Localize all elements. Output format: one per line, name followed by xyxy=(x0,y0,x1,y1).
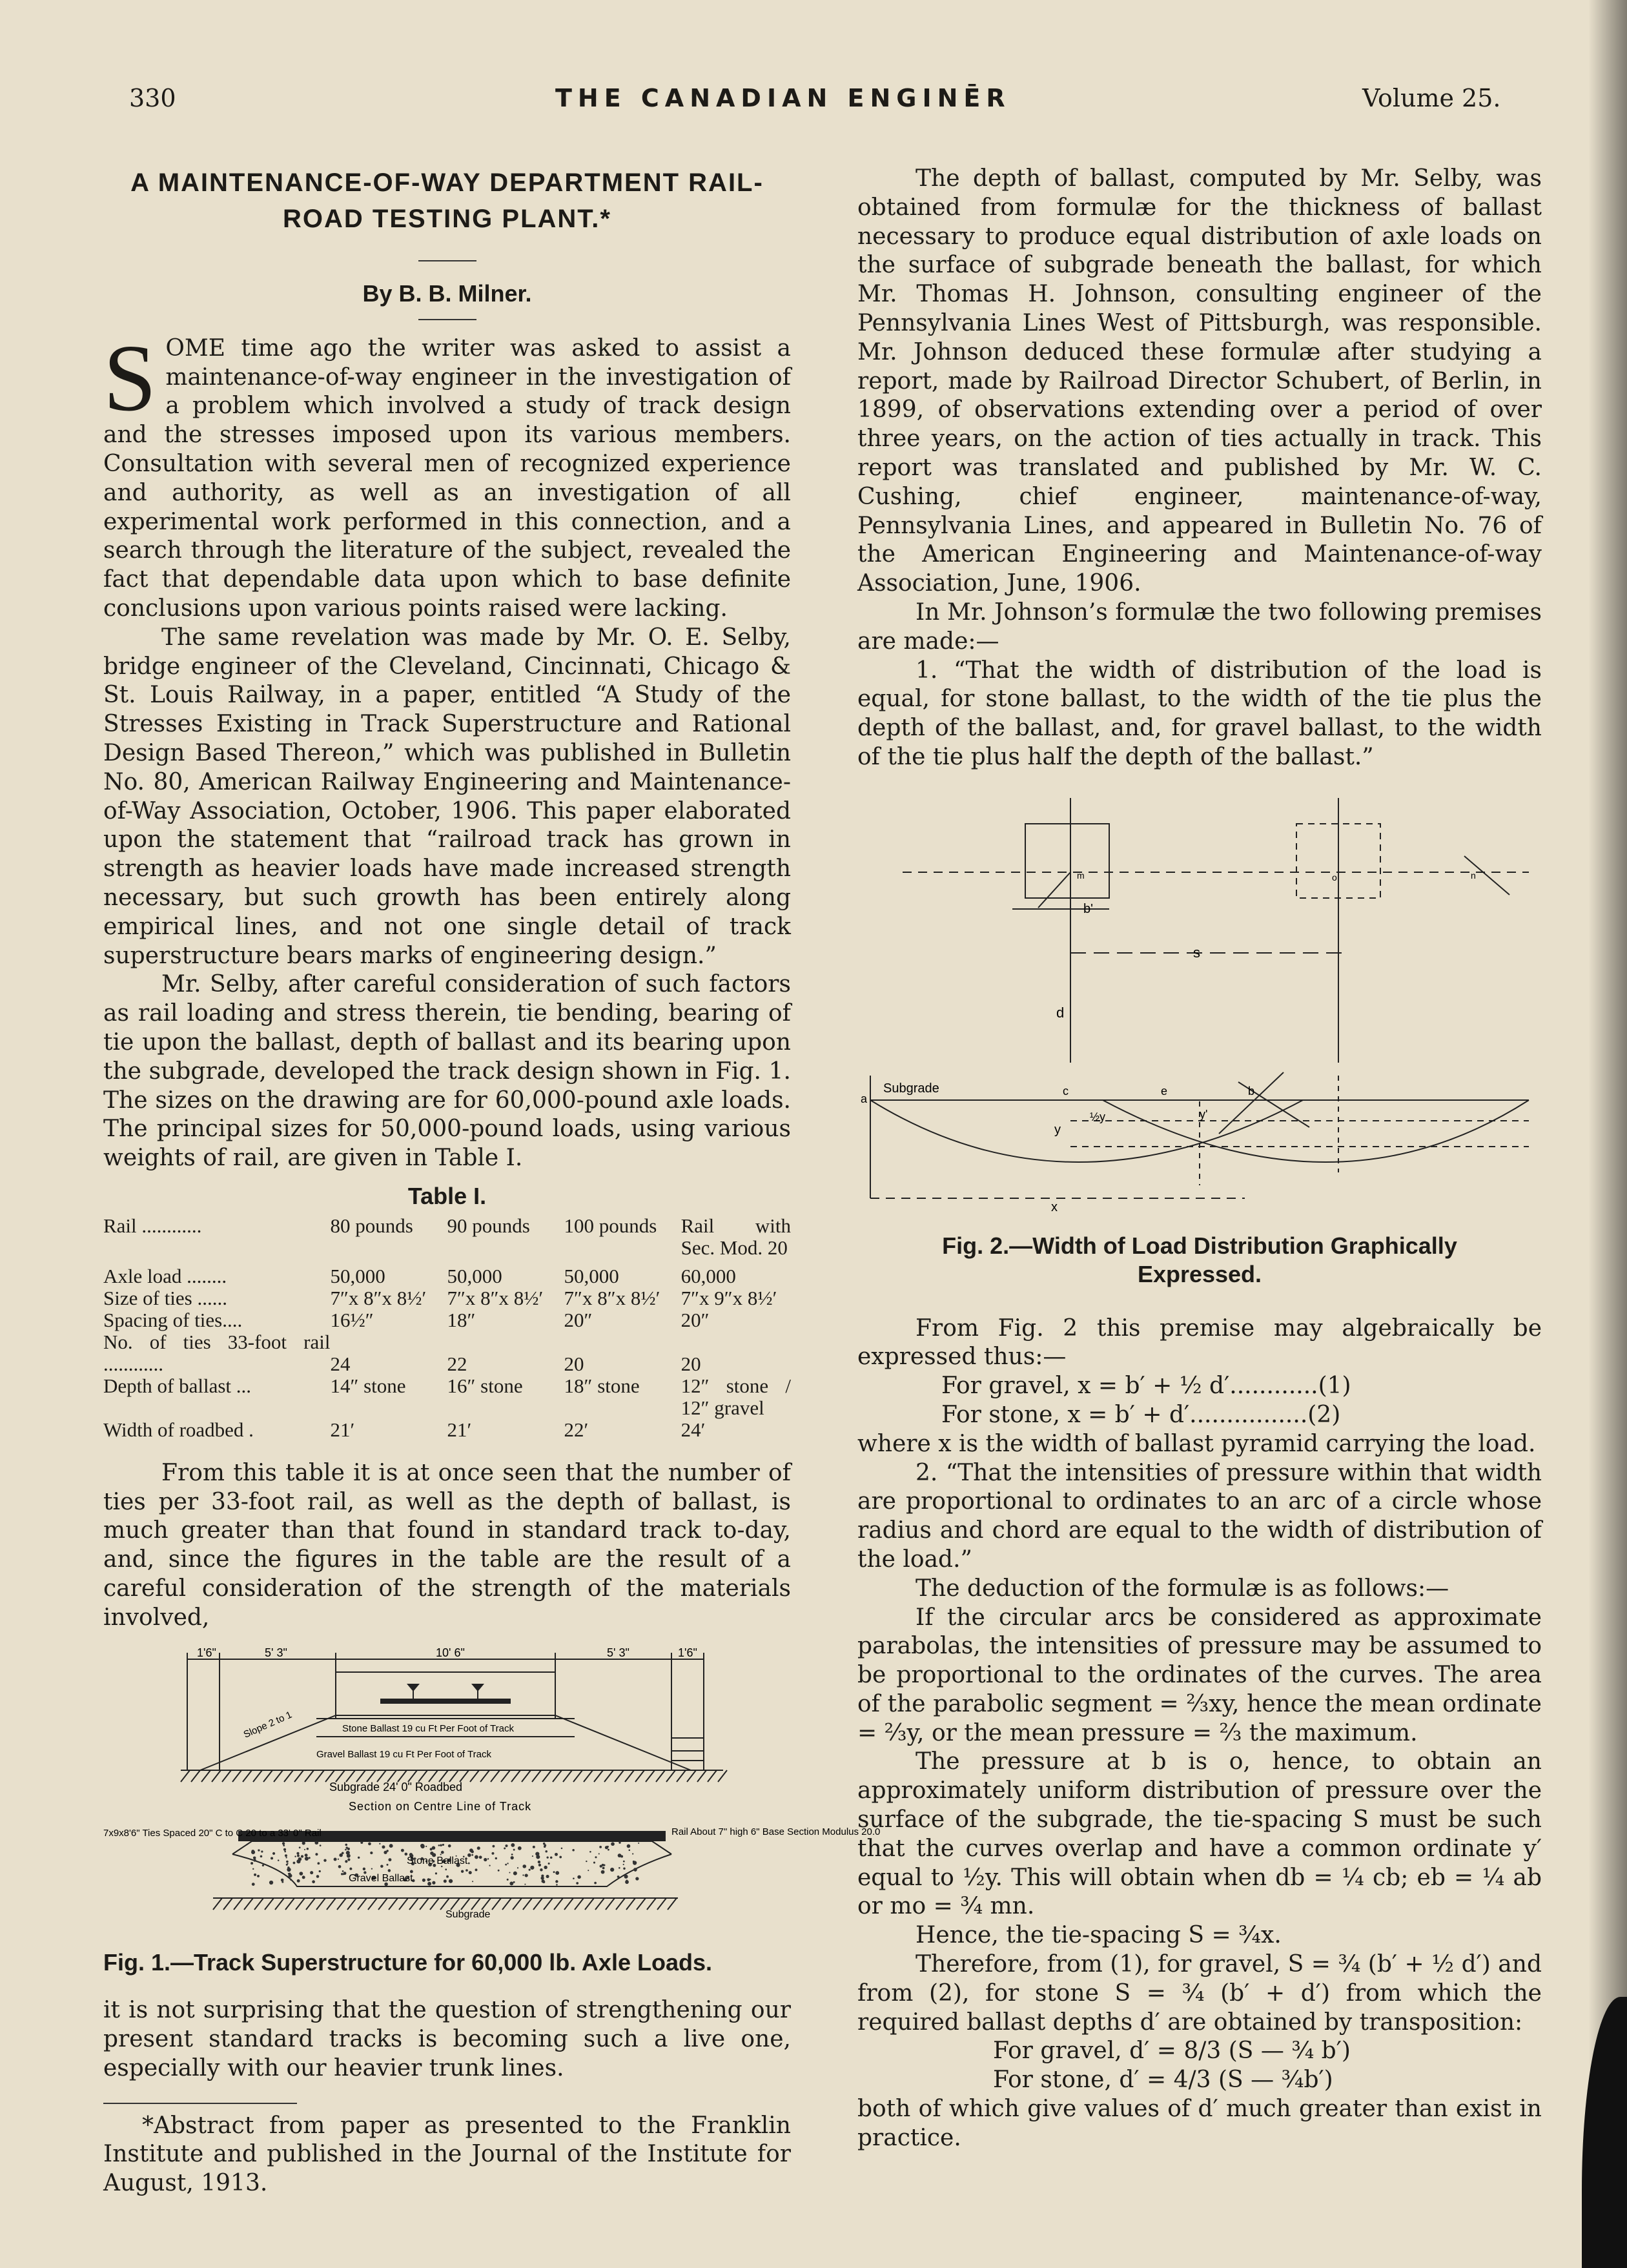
table-cell: 24′ xyxy=(680,1418,706,1441)
fig2-m-label: m xyxy=(1077,870,1085,881)
right-paragraph-6: 2. “That the intensities of pressure within that width are proportional to ordinates to an arc of a circle whose radius and chord are equal to the width of distribution of the load.” xyxy=(857,1459,1542,1573)
fig2-e-label: e xyxy=(1161,1084,1168,1098)
table-cell: 22 xyxy=(447,1352,467,1375)
table-header-cell: 80 pounds xyxy=(330,1214,413,1237)
title-rule xyxy=(418,260,476,261)
table-row xyxy=(103,1375,791,1419)
right-paragraph-4: From Fig. 2 this premise may algebraically be expressed thus:— xyxy=(857,1314,1542,1371)
table-cell: 20 xyxy=(564,1352,584,1375)
table-header-cell: Rail with Sec. Mod. 20 xyxy=(680,1214,791,1259)
right-paragraph-12: both of which give values of d′ much greater than exist in practice. xyxy=(857,2096,1542,2151)
fig2-d-label: d xyxy=(1056,1004,1065,1021)
table-cell: 50,000 xyxy=(330,1264,385,1287)
fig1-subgrade-width: Subgrade 24' 0" Roadbed xyxy=(329,1781,462,1794)
table-row xyxy=(103,1265,791,1287)
fig2-a-label: a xyxy=(861,1092,868,1105)
page-edge-shadow xyxy=(1588,0,1627,2268)
fig1-dim-label: 1'6" xyxy=(678,1646,697,1660)
table-cell: Size of ties ...... xyxy=(103,1286,227,1309)
table-cell: Width of roadbed . xyxy=(103,1418,254,1441)
equation-1: For gravel, x = b′ + ½ d′............(1) xyxy=(941,1373,1351,1400)
table-header-cell: Rail ............ xyxy=(103,1214,202,1237)
fig2-c-label: c xyxy=(1063,1084,1069,1098)
paragraph-4: From this table it is at once seen that the number of ties per 33-foot rail, as well as the depth of ballast, is much greater than that found in standard track to-day, and, since the figures in the table are the result of a careful consideration of the strength of the materials involved, xyxy=(103,1459,791,1631)
right-column xyxy=(857,165,1542,2153)
fig2-x-label: x xyxy=(1051,1200,1058,1214)
paragraph-5: it is not surprising that the question of strengthening our present standard tracks is becoming such a live one, especially with our heavier trunk lines. xyxy=(103,1997,791,2081)
fig2-n-label: n xyxy=(1471,870,1476,881)
figure-1 xyxy=(103,1641,881,1977)
table-cell: 7″x 8″x 8½′ xyxy=(447,1286,544,1309)
table-cell: 24 xyxy=(330,1352,351,1375)
fig1-dim-label: 5' 3" xyxy=(607,1646,629,1660)
table-row xyxy=(103,1331,791,1375)
table-cell: 21′ xyxy=(330,1418,355,1441)
equation-4: For stone, d′ = 4/3 (S — ¾b′) xyxy=(993,2067,1333,2094)
table-cell: Depth of ballast ... xyxy=(103,1374,252,1397)
page-number: 330 xyxy=(129,84,176,112)
right-paragraph-5: where x is the width of ballast pyramid carrying the load. xyxy=(857,1430,1536,1457)
table-cell: 60,000 xyxy=(680,1264,736,1287)
table-cell: 22′ xyxy=(564,1418,589,1441)
table-title: Table I. xyxy=(407,1182,487,1209)
paragraph-2: The same revelation was made by Mr. O. E. Selby, bridge engineer of the Cleveland, Cincinnati, Chicago & St. Louis Railway, in a paper, entitled “A Study of the Stresses Existing in Track Superstructure and Rational Design Based Thereon,” which was published in Bulletin No. 80, American Railway Engineering and Maintenance-of-Way Association, October, 1906. This paper elaborated upon the statement that “railroad track has grown in strength as heavier loads have made increased strength necessary, but such growth has been entirely along empirical lines, and not one single detail of track superstructure bears marks of engineering design.” xyxy=(103,624,791,969)
equation-3: For gravel, d′ = 8/3 (S — ¾ b′) xyxy=(993,2038,1351,2065)
fig1-stone-ballast-label: Stone Ballast 19 cu Ft Per Foot of Track xyxy=(342,1723,514,1735)
fig1-dim-label: 5' 3" xyxy=(265,1646,287,1660)
table-cell: 21′ xyxy=(447,1418,472,1441)
fig2-o-label: o xyxy=(1332,872,1337,883)
right-paragraph-10: Hence, the tie-spacing S = ¾x. xyxy=(916,1922,1282,1949)
paragraph-3: Mr. Selby, after careful consideration of such factors as rail loading and stress therein, tie bending, bearing of tie upon the ballast, depth of ballast and its bearing upon the subgrade, developed the track design shown in Fig. 1. The sizes on the drawing are for 60,000-pound axle loads. The principal sizes for 50,000-pound loads, using various weights of rail, are given in Table I. xyxy=(103,971,791,1172)
figure-2 xyxy=(857,798,1542,1289)
fig1-ties-label: 7x9x8'6" Ties Spaced 20" C to C 20 to a 33' 0" Rail xyxy=(103,1828,322,1839)
table-header-cell: 100 pounds xyxy=(564,1214,657,1237)
table-cell: 20″ xyxy=(680,1308,710,1331)
right-paragraph-3: 1. “That the width of distribution of the load is equal, for stone ballast, to the width of the tie plus the depth of the ballast, and, for gravel ballast, to the width of the tie plus half the depth of the ballast.” xyxy=(857,657,1542,770)
right-paragraph-2: In Mr. Johnson’s formulæ the two following premises are made:— xyxy=(857,598,1542,655)
table-cell: 7″x 8″x 8½′ xyxy=(330,1286,427,1309)
fig1-stone-ballast-label-2: Stone Ballast xyxy=(407,1855,468,1867)
fig2-y-prime-label: y' xyxy=(1200,1107,1208,1121)
table-cell: 16½″ xyxy=(330,1308,374,1331)
drop-cap: S xyxy=(103,325,157,431)
table-cell: Spacing of ties.... xyxy=(103,1308,243,1331)
fig2-half-y-label: ½y xyxy=(1090,1110,1106,1123)
article-title-line1: A MAINTENANCE-OF-WAY DEPARTMENT RAIL- xyxy=(130,169,764,197)
table-header-row xyxy=(103,1215,791,1259)
table-cell: 20 xyxy=(680,1352,701,1375)
fig1-subgrade-label: Subgrade xyxy=(445,1909,491,1921)
table-row xyxy=(103,1419,791,1441)
table-cell: 50,000 xyxy=(564,1264,619,1287)
article-title-line2: ROAD TESTING PLANT.* xyxy=(283,205,611,233)
volume-label: Volume 25. xyxy=(1362,84,1501,112)
table-cell: Axle load ........ xyxy=(103,1264,227,1287)
fig2-b-label: b' xyxy=(1083,901,1093,916)
figure-1-caption: Fig. 1.—Track Superstructure for 60,000 lb. Axle Loads. xyxy=(103,1949,712,1976)
fig2-s-label: s xyxy=(1193,944,1200,961)
figure-2-caption: Fig. 2.—Width of Load Distribution Graphically Expressed. xyxy=(942,1232,1457,1287)
left-column xyxy=(103,165,881,2198)
table-row xyxy=(103,1287,791,1309)
right-paragraph-11: Therefore, from (1), for gravel, S = ¾ (b′ + ½ d′) and from (2), for stone S = ¾ (b′ + d′) from which the required ballast depths d′ are obtained by transposition: xyxy=(857,1951,1542,2036)
right-paragraph-8: If the circular arcs be considered as approximate parabolas, the intensities of pressure may be assumed to be proportional to the ordinates of the curves. The area of the parabolic segment = ⅔xy, hence the mean ordinate = ⅔y, or the mean pressure = ⅔ the maximum. xyxy=(857,1604,1542,1746)
table-header-cell: 90 pounds xyxy=(447,1214,530,1237)
table-cell: 7″x 8″x 8½′ xyxy=(564,1286,660,1309)
right-paragraph-7: The deduction of the formulæ is as follows:— xyxy=(916,1575,1449,1602)
footnote: *Abstract from paper as presented to the Franklin Institute and published in the Journal of the Institute for August, 1913. xyxy=(103,2112,791,2197)
table-row xyxy=(103,1309,791,1331)
table-cell: 20″ xyxy=(564,1308,593,1331)
right-paragraph-1: The depth of ballast, computed by Mr. Selby, was obtained from formulæ for the thickness of ballast necessary to produce equal distribution of axle loads on the surface of subgrade beneath the ballast, for which Mr. Thomas H. Johnson, consulting engineer of the Pennsylvania Lines West of Pittsburgh, was responsible. Mr. Johnson deduced these formulæ after studying a report, made by Railroad Director Schubert, of Berlin, in 1899, of observations extending over a period of over three years, on the action of ties actually in track. This report was translated and published by Mr. W. C. Cushing, chief engineer, maintenance-of-way, Pennsylvania Lines, and appeared in Bulletin No. 76 of the American Engineering and Maintenance-of-way Association, June, 1906. xyxy=(857,165,1542,597)
fig1-rail-label: Rail About 7" high 6" Base Section Modulus 20.0 xyxy=(671,1826,881,1838)
fig1-gravel-ballast-label-2: Gravel Ballast xyxy=(349,1873,413,1885)
figure-2-drawing xyxy=(857,798,1542,1224)
table-cell: No. of ties 33-foot rail ............ xyxy=(103,1330,331,1375)
fig2-subgrade-label: Subgrade xyxy=(883,1081,939,1096)
table-cell: 12″ stone / 12″ gravel xyxy=(680,1374,791,1419)
equation-2: For stone, x = b′ + d′................(2) xyxy=(941,1401,1341,1428)
fig1-section-label: Section on Centre Line of Track xyxy=(349,1800,532,1813)
fig1-dim-label: 1'6" xyxy=(197,1646,216,1660)
fig1-slope-label: Slope 2 to 1 xyxy=(241,1710,294,1741)
table-cell: 18″ xyxy=(447,1308,476,1331)
fig2-y-label: y xyxy=(1054,1122,1061,1137)
journal-title: THE CANADIAN ENGINĒR xyxy=(555,84,1011,112)
table-cell: 50,000 xyxy=(447,1264,502,1287)
fig2-b-point-label: b xyxy=(1248,1084,1255,1098)
fig1-gravel-ballast-label: Gravel Ballast 19 cu Ft Per Foot of Track xyxy=(316,1749,491,1761)
table-cell: 18″ stone xyxy=(564,1374,640,1397)
byline-rule xyxy=(418,319,476,320)
byline: By B. B. Milner. xyxy=(362,280,532,307)
table-cell: 14″ stone xyxy=(330,1374,406,1397)
table-cell: 7″x 9″x 8½′ xyxy=(680,1286,777,1309)
table-cell: 16″ stone xyxy=(447,1374,523,1397)
fig1-dim-label: 10' 6" xyxy=(436,1646,465,1660)
paragraph-1: SOME time ago the writer was asked to assist a maintenance-of-way engineer in the investigation of a problem which involved a study of track design and the stresses imposed upon its various members. Consultation with several men of recognized experience and authority, as well as an investigation of all experimental work performed in this connection, and a search through the literature of the subject, revealed the fact that dependable data upon which to base definite conclusions upon various points raised were lacking. xyxy=(103,325,791,622)
right-paragraph-9: The pressure at b is o, hence, to obtain an approximately uniform distribution of pressure over the surface of the subgrade, the tie-spacing S must be such that the curves overlap and have a common ordinate y′ equal to ½y. This will obtain when db = ¼ cb; eb = ¼ ab or mo = ¾ mn. xyxy=(857,1748,1542,1920)
footnote-rule xyxy=(103,2103,297,2104)
table-1 xyxy=(103,1215,791,1441)
figure-1-drawing xyxy=(103,1641,881,1945)
